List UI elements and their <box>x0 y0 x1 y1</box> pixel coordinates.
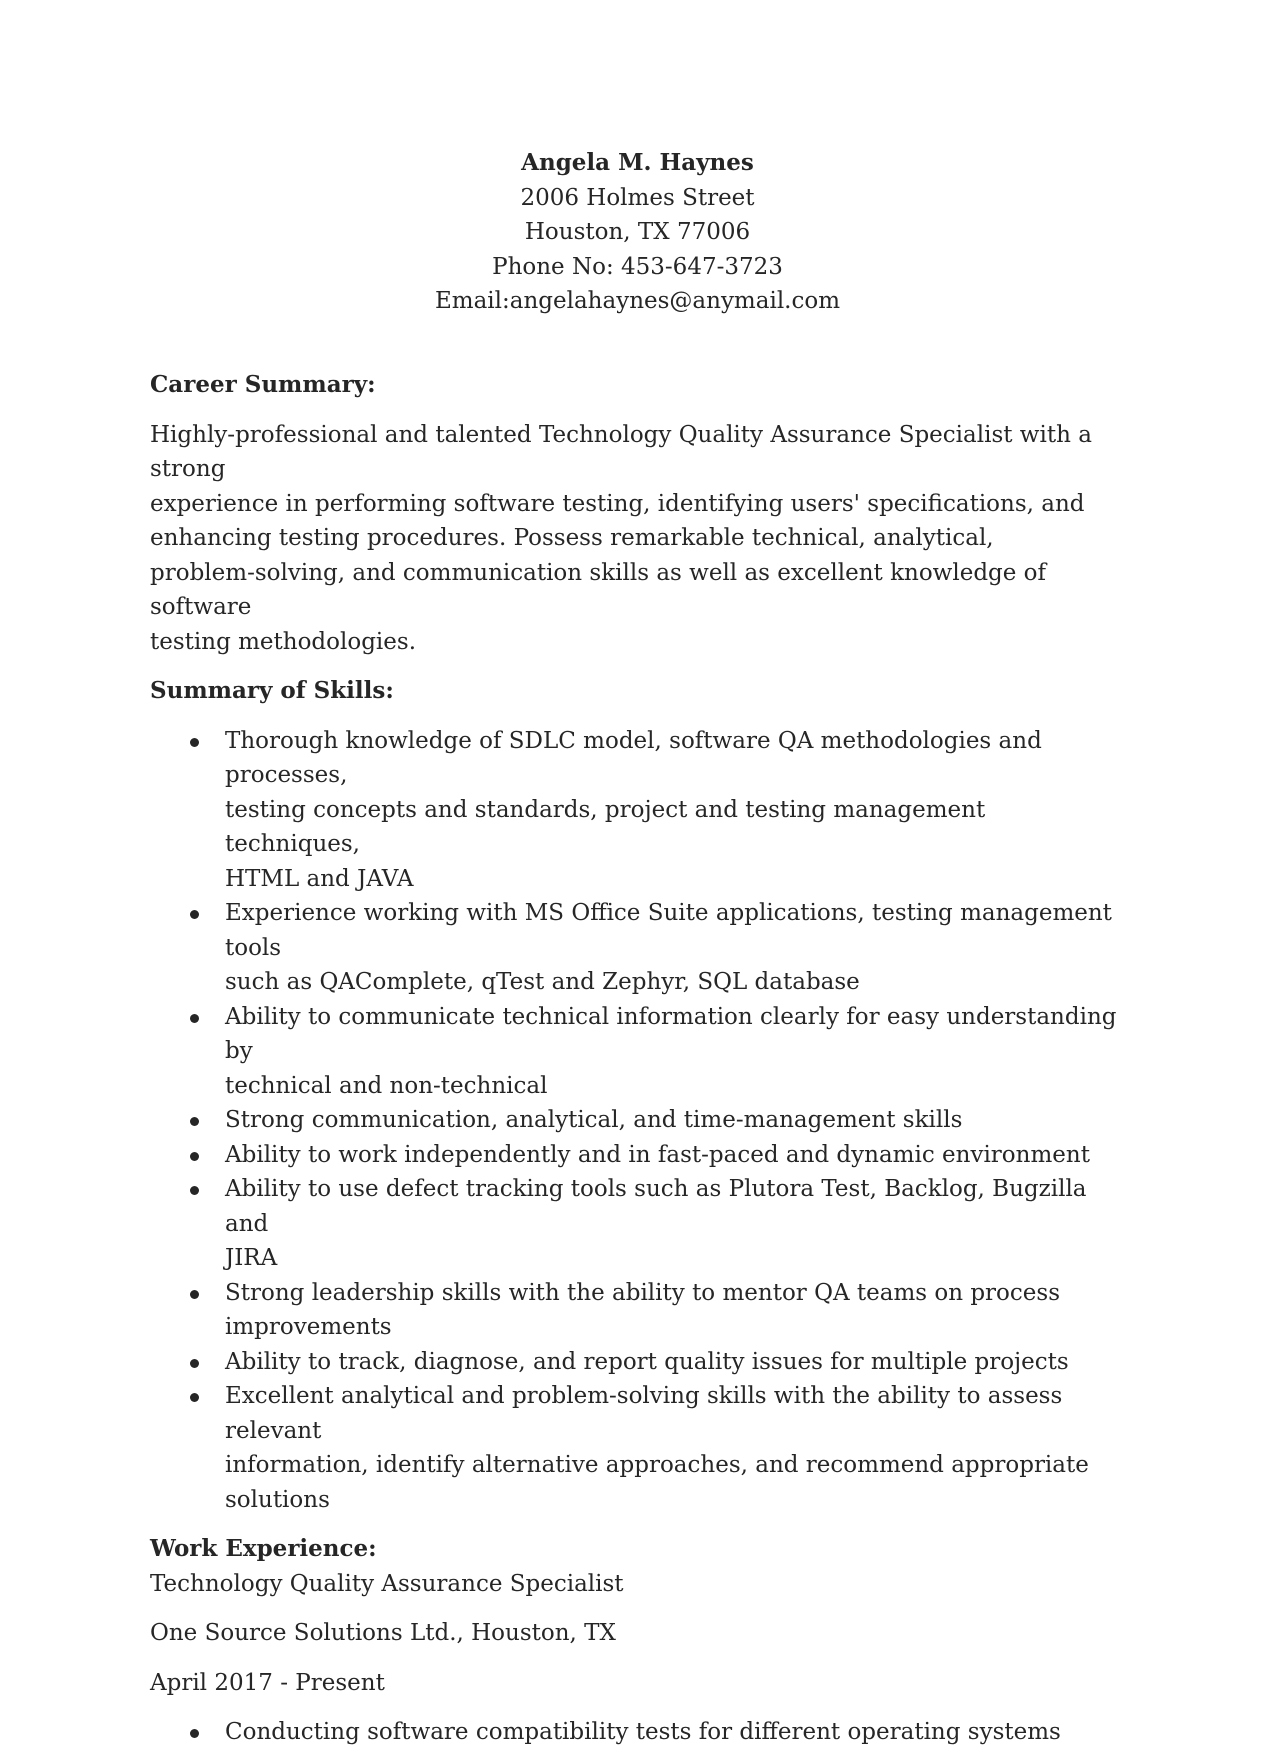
list-item <box>150 1276 1125 1345</box>
summary-line: experience in performing software testing, identifying users' specifications, and <box>150 490 1085 517</box>
email-address: Email:angelahaynes@anymail.com <box>434 288 841 314</box>
duties-list <box>150 1715 1125 1750</box>
phone-number: Phone No: 453-647-3723 <box>492 253 783 280</box>
list-item <box>150 1000 1125 1104</box>
resume-body <box>150 368 1125 1750</box>
list-item-line: Ability to work independently and in fast-paced and dynamic environment <box>225 1141 1090 1168</box>
summary-line: Highly-professional and talented Technology Quality Assurance Specialist with a strong <box>150 421 1092 482</box>
city-state-zip: Houston, TX 77006 <box>524 219 751 245</box>
list-item-line: Thorough knowledge of SDLC model, software QA methodologies and processes, <box>225 727 1042 788</box>
bullet-icon <box>190 1393 199 1402</box>
summary-line: testing methodologies. <box>150 628 417 655</box>
list-item-line: Conducting software compatibility tests for different operating systems <box>225 1719 1061 1745</box>
list-item-line: testing concepts and standards, project and testing management techniques, <box>225 796 986 857</box>
list-item <box>150 724 1125 897</box>
list-item-line: HTML and JAVA <box>225 865 414 892</box>
contact-header <box>150 146 1125 319</box>
bullet-icon <box>190 1117 199 1126</box>
list-item-line: technical and non-technical <box>225 1072 548 1099</box>
career-summary-text <box>150 418 1125 660</box>
company-name: One Source Solutions Ltd., Houston, TX <box>150 1620 616 1646</box>
skills-heading: Summary of Skills: <box>150 677 394 704</box>
bullet-icon <box>190 910 199 919</box>
list-item-line: solutions <box>225 1486 330 1513</box>
bullet-icon <box>190 1152 199 1161</box>
work-experience-heading: Work Experience: <box>150 1535 377 1562</box>
list-item-line: Strong leadership skills with the ability to mentor QA teams on process <box>225 1279 1060 1306</box>
employment-dates: April 2017 - Present <box>150 1669 385 1696</box>
list-item-line: Experience working with MS Office Suite applications, testing management tools <box>225 900 1112 961</box>
bullet-icon <box>190 1014 199 1023</box>
list-item-line: Ability to use defect tracking tools such as Plutora Test, Backlog, Bugzilla and <box>225 1176 1087 1237</box>
summary-line: problem-solving, and communication skills as well as excellent knowledge of software <box>150 559 1047 620</box>
bullet-icon <box>190 738 199 747</box>
bullet-icon <box>190 1290 199 1299</box>
bullet-icon <box>190 1729 199 1738</box>
skills-list <box>150 724 1125 1518</box>
bullet-icon <box>190 1186 199 1195</box>
list-item <box>150 1345 1125 1380</box>
applicant-name: Angela M. Haynes <box>521 149 754 176</box>
list-item <box>150 1103 1125 1138</box>
list-item-line: JIRA <box>225 1245 278 1271</box>
list-item-line: Excellent analytical and problem-solving skills with the ability to assess relevant <box>225 1383 1063 1444</box>
list-item-line: improvements <box>225 1314 392 1340</box>
list-item <box>150 1138 1125 1173</box>
list-item-line: Strong communication, analytical, and time-management skills <box>225 1107 963 1133</box>
list-item <box>150 1379 1125 1517</box>
bullet-icon <box>190 1359 199 1368</box>
list-item-line: such as QAComplete, qTest and Zephyr, SQL database <box>225 969 860 995</box>
job-title: Technology Quality Assurance Specialist <box>150 1570 624 1597</box>
list-item-line: Ability to track, diagnose, and report quality issues for multiple projects <box>225 1348 1069 1375</box>
list-item <box>150 1715 1125 1750</box>
street-address: 2006 Holmes Street <box>520 184 755 211</box>
list-item <box>150 1172 1125 1276</box>
list-item <box>150 896 1125 1000</box>
career-summary-heading: Career Summary: <box>150 371 376 398</box>
summary-line: enhancing testing procedures. Possess remarkable technical, analytical, <box>150 525 994 551</box>
list-item-line: Ability to communicate technical information clearly for easy understanding by <box>225 1003 1117 1064</box>
list-item-line: information, identify alternative approaches, and recommend appropriate <box>225 1452 1089 1478</box>
